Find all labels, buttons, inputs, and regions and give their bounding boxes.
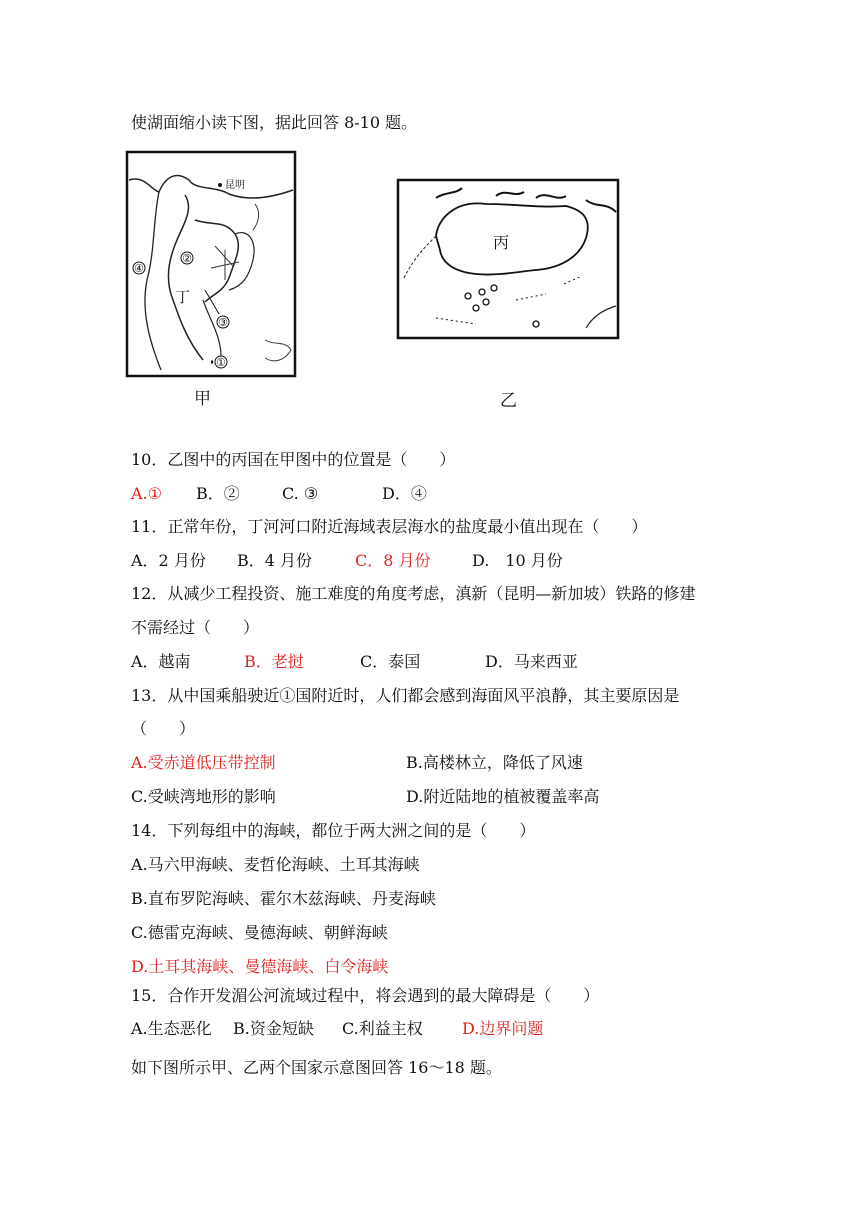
q11-option-d: D. 10 月份: [472, 551, 563, 570]
q11-options: [131, 551, 563, 571]
q15-options: [131, 1019, 543, 1039]
q10-stem: 10．乙图中的丙国在甲图中的位置是（ ）: [131, 450, 456, 469]
q13-option-c: C.受峡湾地形的影响: [131, 787, 276, 806]
q15-option-b: B.资金短缺: [233, 1019, 314, 1038]
q13-stem-line1: 13．从中国乘船驶近①国附近时，人们都会感到海面风平浪静，其主要原因是: [131, 686, 680, 705]
q12-stem-line2: 不需经过（ ）: [131, 618, 260, 637]
q13-option-a: A.受赤道低压带控制: [131, 753, 276, 772]
map-yi: [396, 178, 621, 340]
q13-stem-line2: （ ）: [131, 719, 196, 738]
marker-3: ③: [218, 316, 228, 329]
map-jia-caption: 甲: [194, 389, 211, 409]
marker-4: ④: [134, 262, 144, 275]
map-yi-caption: 乙: [500, 391, 517, 411]
map-jia: [125, 150, 300, 380]
q13-options-row2: [131, 787, 599, 807]
q12-option-a: A．越南: [131, 652, 191, 671]
q14-option-b: B.直布罗陀海峡、霍尔木兹海峡、丹麦海峡: [131, 889, 436, 908]
q15-stem: 15．合作开发湄公河流域过程中，将会遇到的最大障碍是（ ）: [131, 986, 600, 1005]
marker-2: ②: [182, 252, 192, 265]
marker-1: ①: [216, 356, 226, 369]
q12-stem-line1: 12．从减少工程投资、施工难度的角度考虑，滇新（昆明—新加坡）铁路的修建: [131, 584, 696, 603]
q10-option-d: D．④: [382, 484, 427, 503]
q14-option-d: D.土耳其海峡、曼德海峡、白令海峡: [131, 957, 389, 976]
q12-options: [131, 652, 578, 672]
q10-option-a: A.①: [131, 484, 162, 503]
outro-text: 如下图所示甲、乙两个国家示意图回答 16～18 题。: [131, 1058, 502, 1077]
q12-option-d: D．马来西亚: [485, 652, 578, 671]
q15-option-c: C.利益主权: [342, 1019, 423, 1038]
q10-options: [131, 484, 427, 504]
q11-option-c: C．8 月份: [355, 551, 431, 570]
q10-option-c: C. ③: [282, 484, 319, 503]
q13-option-b: B.高楼林立，降低了风速: [406, 753, 583, 772]
q13-options-row1: [131, 753, 583, 773]
q10-option-b: B．②: [196, 484, 240, 503]
q13-option-d: D.附近陆地的植被覆盖率高: [406, 787, 600, 806]
q14-stem: 14．下列每组中的海峡，都位于两大洲之间的是（ ）: [131, 821, 536, 840]
q14-option-a: A.马六甲海峡、麦哲伦海峡、土耳其海峡: [131, 855, 420, 874]
q14-option-c: C.德雷克海峡、曼德海峡、朝鲜海峡: [131, 923, 388, 942]
city-kunming-label: 昆明: [225, 180, 245, 191]
label-bing: 丙: [493, 233, 510, 252]
q15-option-d: D.边界问题: [462, 1019, 544, 1038]
q11-option-a: A．2 月份: [131, 551, 206, 570]
q12-option-b: B．老挝: [244, 652, 304, 671]
q11-stem: 11．正常年份，丁河河口附近海域表层海水的盐度最小值出现在（ ）: [131, 517, 648, 536]
label-ding: 丁: [175, 288, 191, 306]
q15-option-a: A.生态恶化: [131, 1019, 212, 1038]
q11-option-b: B．4 月份: [237, 551, 313, 570]
intro-text: 使湖面缩小读下图，据此回答 8-10 题。: [131, 113, 418, 132]
q12-option-c: C．泰国: [360, 652, 421, 671]
